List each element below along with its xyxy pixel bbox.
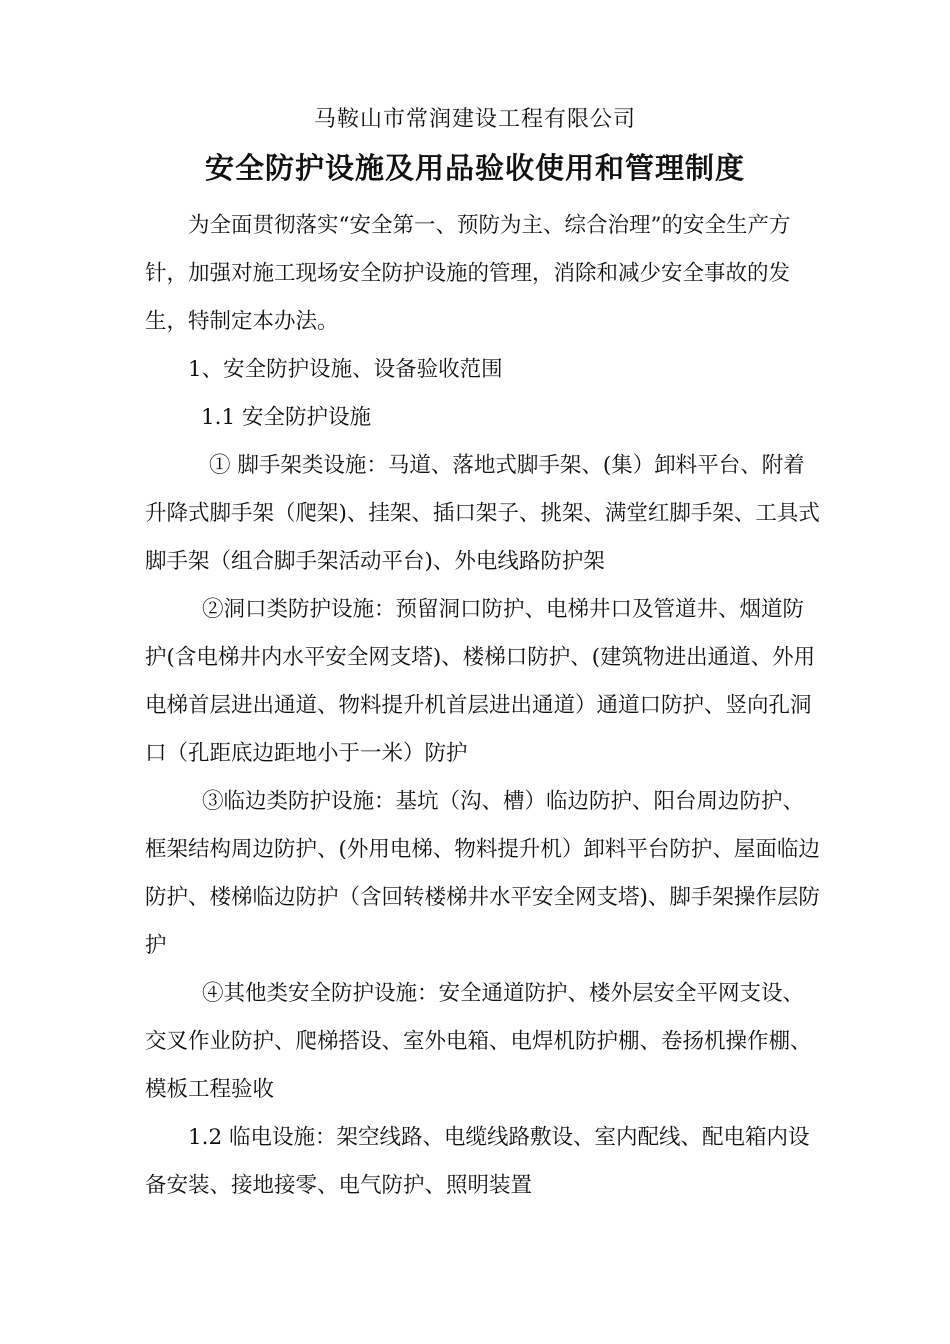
list-item-edges: ③临边类防护设施：基坑（沟、槽）临边防护、阳台周边防护、框架结构周边防护、(外用电梯、物料提升机）卸料平台防护、屋面临边防护、楼梯临边防护（含回转楼梯井水平安全网支塔)、脚手架操作层防护 [145, 789, 820, 958]
company-name: 马鞍山市常润建设工程有限公司 [313, 107, 636, 132]
section-heading-1: 1、安全防护设施、设备验收范围 [188, 357, 503, 382]
section-heading-1-1: 1.1 安全防护设施 [201, 405, 372, 430]
list-item-openings: ②洞口类防护设施：预留洞口防护、电梯井口及管道井、烟道防护(含电梯井内水平安全网支塔)、楼梯口防护、(建筑物进出通道、外用电梯首层进出通道、物料提升机首层进出通道）通道口防护、竖向孔洞口（孔距底边距地小于一米）防护 [145, 597, 816, 766]
section-paragraph-1-2: 1.2 临电设施：架空线路、电缆线路敷设、室内配线、配电箱内设备安装、接地接零、电气防护、照明装置 [145, 1125, 810, 1198]
list-item-scaffolding: ① 脚手架类设施：马道、落地式脚手架、(集）卸料平台、附着升降式脚手架（爬架)、挂架、插口架子、挑架、满堂红脚手架、工具式脚手架（组合脚手架活动平台)、外电线路防护架 [145, 453, 820, 574]
intro-paragraph: 为全面贯彻落实“安全第一、预防为主、综合治理”的安全生产方针，加强对施工现场安全防护设施的管理，消除和减少安全事故的发生，特制定本办法。 [145, 213, 791, 334]
document-title: 安全防护设施及用品验收使用和管理制度 [204, 151, 745, 185]
list-item-other: ④其他类安全防护设施：安全通道防护、楼外层安全平网支设、交叉作业防护、爬梯搭设、室外电箱、电焊机防护棚、卷扬机操作棚、模板工程验收 [145, 981, 812, 1102]
document-body [145, 202, 820, 1210]
